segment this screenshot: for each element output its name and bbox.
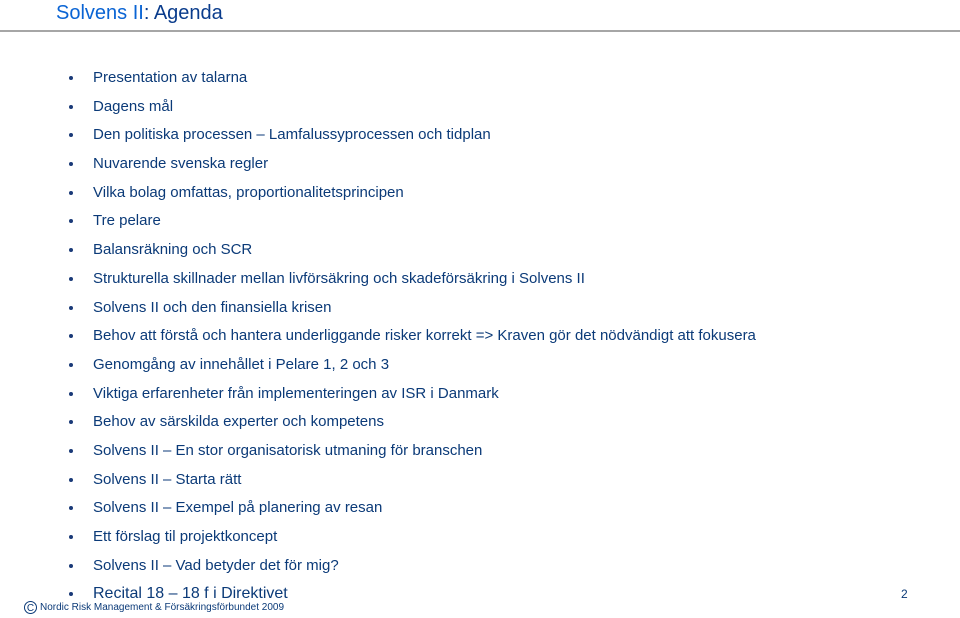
agenda-item-label: Presentation av talarna [93,69,248,86]
bullet-icon [69,535,73,539]
bullet-icon [69,592,73,596]
bullet-icon [69,392,73,396]
bullet-icon [69,191,73,195]
bullet-icon [69,105,73,109]
agenda-item-label: Genomgång av innehållet i Pelare 1, 2 och 3 [93,355,390,373]
bullet-icon [69,478,73,482]
bullet-icon [69,420,73,424]
agenda-item-label: Nuvarende svenska regler [93,155,269,173]
agenda-item-label: Dagens mål [93,97,174,115]
agenda-item-label: Solvens II – Exempel på planering av resan [93,499,383,517]
slide-title-rest: : Agenda [143,2,223,24]
page-number: 2 [901,587,908,601]
bullet-icon [69,76,73,80]
slide-title-main: Solvens II [56,2,144,24]
agenda-item-label: Balansräkning och SCR [93,241,253,259]
agenda-item-label: Solvens II – En stor organisatorisk utmaning för branschen [93,441,483,459]
bullet-icon [69,248,73,252]
slide-header [0,0,960,32]
agenda-item-label: Den politiska processen – Lamfalussyprocessen och tidplan [93,126,491,144]
agenda-item-label: Ett förslag til projektkoncept [93,528,278,545]
agenda-item-label: Behov att förstå och hantera underliggande risker korrekt => Kraven gör det nödvändigt att fokusera [93,327,756,345]
bullet-icon [69,306,73,310]
agenda-item-label: Viktiga erfarenheter från implementeringen av ISR i Danmark [93,384,499,402]
agenda-item-label: Solvens II – Starta rätt [93,470,242,488]
agenda-item-label: Solvens II och den finansiella krisen [93,298,332,316]
agenda-item-label: Recital 18 – 18 f i Direktivet [93,585,288,603]
title-divider [0,30,960,32]
footer-text: Nordic Risk Management & Försäkringsförbundet 2009 [40,602,285,613]
bullet-icon [69,564,73,568]
bullet-icon [69,449,73,453]
bullet-icon [69,162,73,166]
bullet-icon [69,334,73,338]
bullet-icon [69,133,73,137]
agenda-item-label: Vilka bolag omfattas, proportionalitetsprincipen [93,183,404,201]
bullet-icon [69,219,73,223]
slide-title [56,0,223,28]
agenda-item-label: Tre pelare [93,212,161,230]
agenda-item-label: Strukturella skillnader mellan livförsäkring och skadeförsäkring i Solvens II [93,269,585,287]
agenda-item-label: Solvens II – Vad betyder det för mig? [93,556,339,574]
agenda-item-label: Behov av särskilda experter och kompetens [93,413,384,431]
copyright-icon: C [24,601,37,614]
footer [24,601,284,615]
bullet-icon [69,363,73,367]
bullet-icon [69,277,73,281]
bullet-icon [69,506,73,510]
